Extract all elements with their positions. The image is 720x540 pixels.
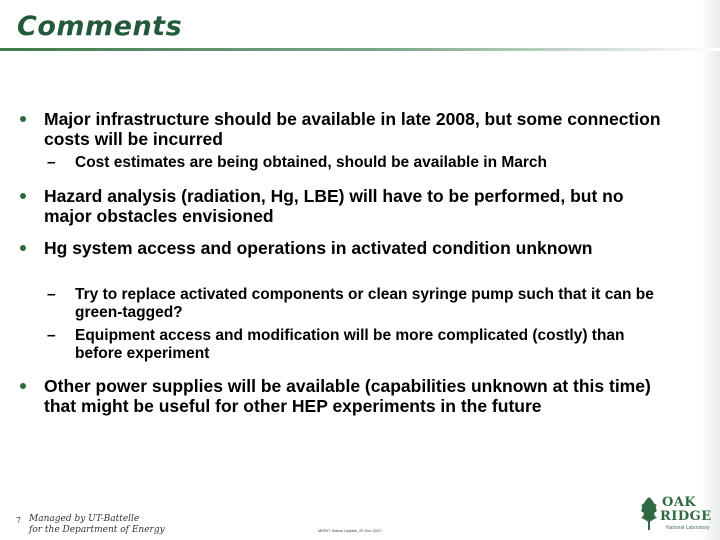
logo-ridge-text: RIDGE [660,509,712,524]
managed-line-1: Managed by UT-Battelle [29,514,140,524]
logo-subtitle: National Laboratory [666,525,710,531]
bullet-4-text: Other power supplies will be available (capabilities unknown at this time) that might be useful for other HEP experiments in the future [44,376,651,416]
logo-oak-text: OAK [662,495,697,510]
page-number: 7 [16,516,22,525]
sub-bullet-dash-icon: – [47,286,56,303]
bullet-1-sub-1-text: Cost estimates are being obtained, should be available in March [75,154,548,171]
bullet-3-sub-2-text: Equipment access and modification will be more complicated (costly) than before experiment [75,327,625,362]
oak-leaf-icon [636,495,662,531]
sub-bullet-dash-icon: – [47,154,56,171]
bullet-2-text: Hazard analysis (radiation, Hg, LBE) will have to be performed, but no major obstacles envisioned [44,186,624,226]
bullet-icon [20,245,26,251]
title-underline [0,48,720,51]
bullet-icon [20,193,26,199]
bullet-3-text: Hg system access and operations in activated condition unknown [44,238,593,258]
bullet-icon [20,383,26,389]
bullet-1-text: Major infrastructure should be available in late 2008, but some connection costs will be incurred [44,109,661,149]
right-edge-gradient [700,0,720,540]
slide-title: Comments [17,11,183,42]
bullet-3-sub-1-text: Try to replace activated components or clean syringe pump such that it can be green-tagged? [75,286,654,321]
managed-line-2: for the Department of Energy [29,525,165,535]
bullet-icon [20,116,26,122]
ornl-logo [636,493,716,537]
footer-center-text: MERIT Status Update, 20 Dec 2007 [318,528,382,533]
sub-bullet-dash-icon: – [47,327,56,344]
managed-by-note [29,514,165,536]
